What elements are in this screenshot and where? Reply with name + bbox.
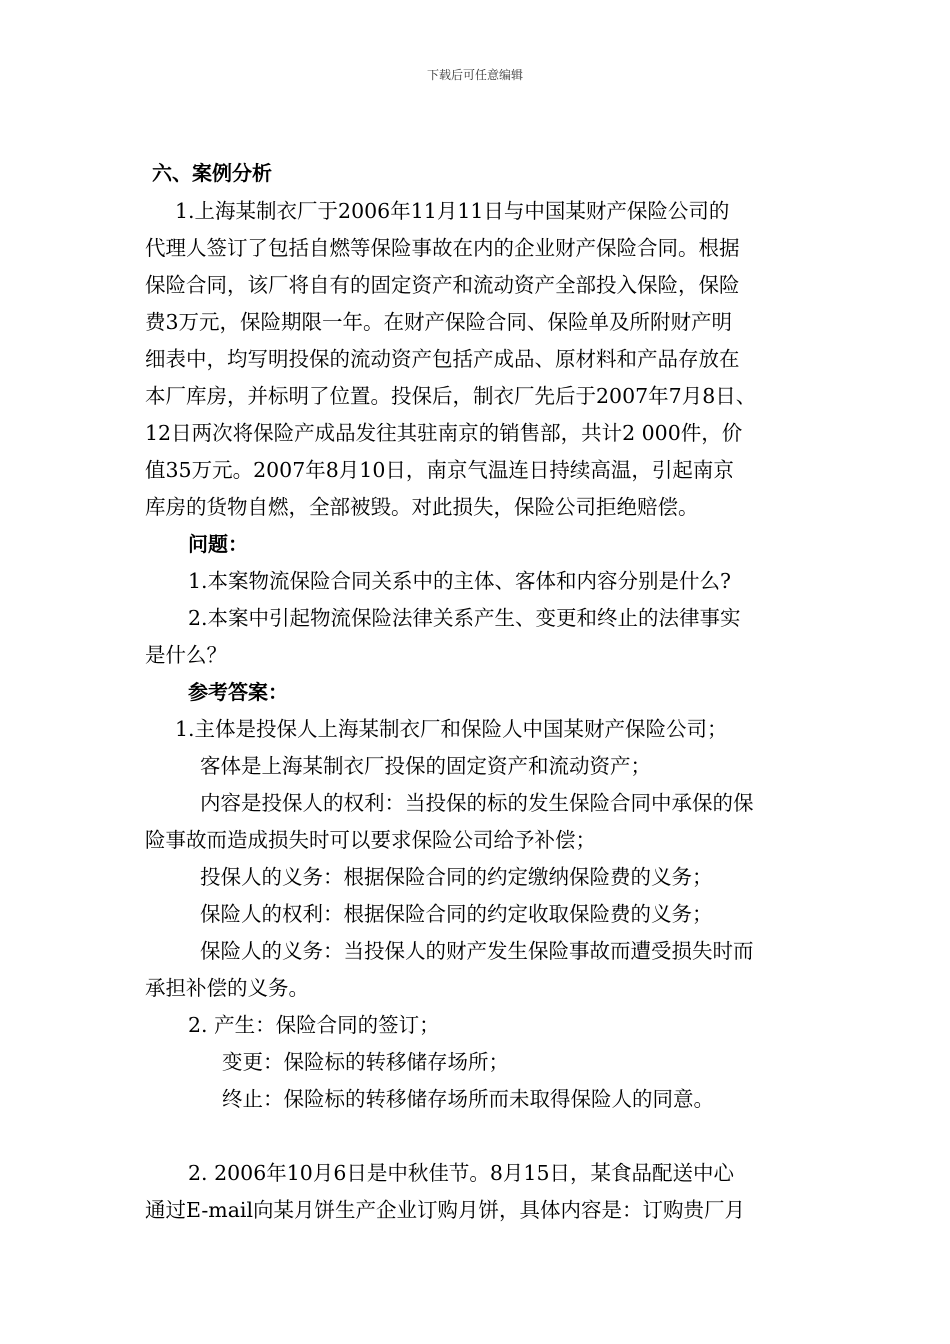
case1-line: 代理人签订了包括自燃等保险事故在内的企业财产保险合同。根据 (145, 236, 740, 260)
question-item: 2.本案中引起物流保险法律关系产生、变更和终止的法律事实 (188, 606, 741, 630)
question-item: 是什么？ (145, 643, 227, 667)
case1-line: 库房的货物自燃，全部被毁。对此损失，保险公司拒绝赔偿。 (145, 495, 699, 519)
case1-line: 12日两次将保险产成品发往其驻南京的销售部，共计2 000件，价 (145, 421, 743, 445)
answer-line: 承担补偿的义务。 (145, 976, 309, 1000)
answer-line: 内容是投保人的权利：当投保的标的发生保险合同中承保的保 (200, 791, 754, 815)
case1-line: 本厂库房，并标明了位置。投保后，制衣厂先后于2007年7月8日、 (145, 384, 757, 408)
answer-line: 险事故而造成损失时可以要求保险公司给予补偿； (145, 828, 596, 852)
answer-line: 变更：保险标的转移储存场所； (222, 1050, 509, 1074)
answer-line: 1.主体是投保人上海某制衣厂和保险人中国某财产保险公司； (175, 717, 728, 741)
case1-line: 保险合同，该厂将自有的固定资产和流动资产全部投入保险，保险 (145, 273, 740, 297)
question-item: 1.本案物流保险合同关系中的主体、客体和内容分别是什么? (188, 569, 732, 593)
answer-line: 保险人的权利：根据保险合同的约定收取保险费的义务； (200, 902, 713, 926)
case1-line: 细表中，均写明投保的流动资产包括产成品、原材料和产品存放在 (145, 347, 740, 371)
answer-line: 保险人的义务：当投保人的财产发生保险事故而遭受损失时而 (200, 939, 754, 963)
case2-line: 通过E-mail向某月饼生产企业订购月饼，具体内容是：订购贵厂月 (145, 1198, 746, 1222)
answer-line: 终止：保险标的转移储存场所而未取得保险人的同意。 (222, 1087, 714, 1111)
answer-line: 投保人的义务：根据保险合同的约定缴纳保险费的义务； (200, 865, 713, 889)
case1-line: 费3万元，保险期限一年。在财产保险合同、保险单及所附财产明 (145, 310, 733, 334)
section-title: 六、案例分析 (152, 161, 272, 185)
answers-label: 参考答案： (188, 680, 288, 704)
answer-line: 2. 产生：保险合同的签订； (188, 1013, 440, 1037)
case1-line: 值35万元。2007年8月10日，南京气温连日持续高温，引起南京 (145, 458, 734, 482)
questions-label: 问题： (188, 532, 248, 556)
header-note: 下载后可任意编辑 (426, 68, 523, 82)
answer-line: 客体是上海某制衣厂投保的固定资产和流动资产； (200, 754, 651, 778)
case1-line: 1.上海某制衣厂于2006年11月11日与中国某财产保险公司的 (175, 199, 730, 223)
case2-line: 2. 2006年10月6日是中秋佳节。8月15日，某食品配送中心 (188, 1161, 735, 1185)
